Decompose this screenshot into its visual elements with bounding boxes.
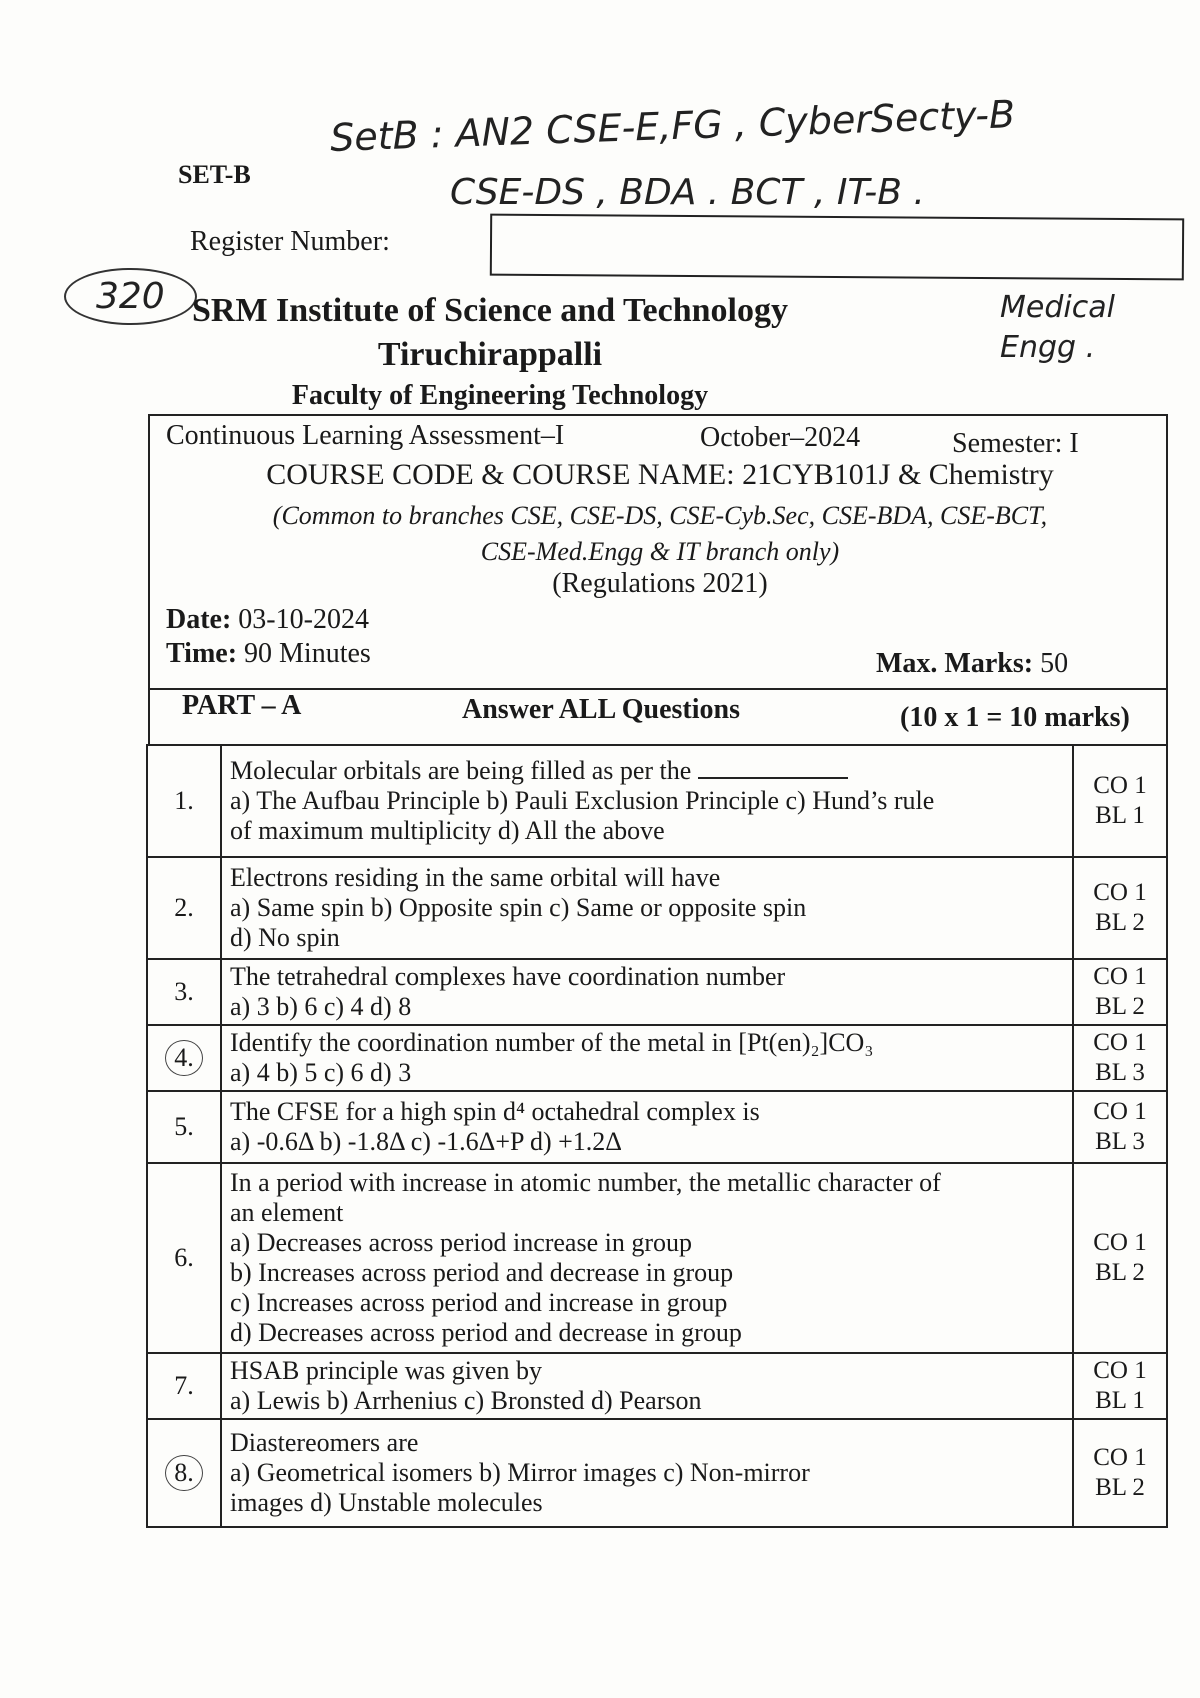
regulations: (Regulations 2021) [552, 568, 768, 599]
co-label: CO 1 [1093, 1357, 1147, 1384]
question-line: a) Geometrical isomers b) Mirror images c) Non-mirror [230, 1458, 810, 1487]
date-label: Date: [166, 604, 232, 635]
question-row-7 [147, 1353, 1167, 1419]
co-label: CO 1 [1093, 1229, 1147, 1256]
bl-label: BL 3 [1095, 1059, 1145, 1086]
part-a-title: PART – A [182, 690, 302, 721]
common-branches [160, 498, 1160, 570]
part-a-instruction: Answer ALL Questions [462, 694, 740, 725]
set-label: SET-B [178, 160, 251, 189]
question-line: an element [230, 1198, 344, 1227]
question-row-8 [147, 1419, 1167, 1527]
date-value: 03-10-2024 [238, 604, 369, 635]
question-line: Identify the coordination number of the metal in [Pt(en)₂]CO₃ [230, 1028, 874, 1057]
question-number [147, 1419, 221, 1527]
co-bl-cell [1073, 1091, 1167, 1163]
question-text [221, 959, 1073, 1025]
co-label: CO 1 [1093, 1098, 1147, 1125]
institute-name: SRM Institute of Science and Technology [192, 292, 788, 329]
answer-blank [698, 757, 848, 779]
question-text [221, 1419, 1073, 1527]
bl-label: BL 3 [1095, 1128, 1145, 1155]
question-line: a) -0.6Δ b) -1.8Δ c) -1.6Δ+P d) +1.2Δ [230, 1127, 623, 1156]
question-line: In a period with increase in atomic number, the metallic character of [230, 1168, 941, 1197]
question-line: a) Same spin b) Opposite spin c) Same or opposite spin [230, 893, 807, 922]
bl-label: BL 2 [1095, 909, 1145, 936]
handwritten-circle-mark: 8. [165, 1455, 203, 1491]
question-number: 2. [147, 857, 221, 959]
question-line: HSAB principle was given by [230, 1356, 542, 1385]
co-bl-cell [1073, 1419, 1167, 1527]
common-branches-line2: CSE-Med.Engg & IT branch only) [480, 537, 840, 566]
co-label: CO 1 [1093, 772, 1147, 799]
question-line: a) The Aufbau Principle b) Pauli Exclusion Principle c) Hund’s rule [230, 786, 935, 815]
handwritten-side-note: Medical Engg . [1000, 290, 1115, 365]
co-bl-cell [1073, 1025, 1167, 1091]
co-label: CO 1 [1093, 1444, 1147, 1471]
question-line: of maximum multiplicity d) All the above [230, 816, 665, 845]
question-row-3 [147, 959, 1167, 1025]
question-number: 7. [147, 1353, 221, 1419]
question-text [221, 1091, 1073, 1163]
question-line: The CFSE for a high spin d⁴ octahedral complex is [230, 1097, 760, 1126]
co-bl-cell [1073, 857, 1167, 959]
co-label: CO 1 [1093, 879, 1147, 906]
campus-name: Tiruchirappalli [377, 336, 603, 373]
handwritten-circle-mark: 4. [165, 1040, 203, 1076]
exam-month: October–2024 [700, 422, 861, 453]
assessment-name: Continuous Learning Assessment–I [166, 420, 565, 451]
max-marks-value: 50 [1040, 648, 1069, 679]
question-line: c) Increases across period and increase in group [230, 1288, 728, 1317]
question-row-5 [147, 1091, 1167, 1163]
bl-label: BL 1 [1095, 802, 1145, 829]
question-row-4 [147, 1025, 1167, 1091]
co-bl-cell [1073, 1163, 1167, 1353]
questions-table [146, 744, 1168, 1528]
question-line: a) 3 b) 6 c) 4 d) 8 [230, 992, 412, 1021]
question-line: a) Lewis b) Arrhenius c) Bronsted d) Pearson [230, 1386, 702, 1415]
co-label: CO 1 [1093, 1029, 1147, 1056]
bl-label: BL 2 [1095, 993, 1145, 1020]
max-marks [876, 648, 1068, 680]
question-line: Molecular orbitals are being filled as per the [230, 756, 692, 785]
question-line: d) Decreases across period and decrease in group [230, 1318, 742, 1347]
question-number: 6. [147, 1163, 221, 1353]
co-bl-cell [1073, 959, 1167, 1025]
handwritten-circled-number: 320 [64, 268, 197, 325]
bl-label: BL 2 [1095, 1259, 1145, 1286]
max-marks-label: Max. Marks: [876, 648, 1034, 679]
question-text [221, 745, 1073, 857]
bl-label: BL 1 [1095, 1387, 1145, 1414]
common-branches-line1: (Common to branches CSE, CSE-DS, CSE-Cyb.Sec, CSE-BDA, CSE-BCT, [272, 501, 1048, 530]
register-number-label: Register Number: [190, 226, 390, 257]
question-line: images d) Unstable molecules [230, 1488, 543, 1517]
bl-label: BL 2 [1095, 1474, 1145, 1501]
question-number [147, 1025, 221, 1091]
question-row-1 [147, 745, 1167, 857]
register-number-box[interactable] [490, 214, 1184, 281]
question-line: b) Increases across period and decrease in group [230, 1258, 734, 1287]
question-line: Diastereomers are [230, 1428, 419, 1457]
exam-date [166, 604, 369, 636]
handwritten-note-line2: CSE-DS , BDA . BCT , IT-B . [450, 172, 925, 213]
exam-time [166, 638, 371, 670]
part-a-marks: (10 x 1 = 10 marks) [900, 702, 1130, 733]
question-line: Electrons residing in the same orbital will have [230, 863, 721, 892]
time-value: 90 Minutes [244, 638, 371, 669]
co-bl-cell [1073, 1353, 1167, 1419]
co-bl-cell [1073, 745, 1167, 857]
question-text [221, 857, 1073, 959]
course-title: COURSE CODE & COURSE NAME: 21CYB101J & Chemistry [266, 458, 1054, 491]
question-line: The tetrahedral complexes have coordination number [230, 962, 786, 991]
time-label: Time: [166, 638, 238, 669]
co-label: CO 1 [1093, 963, 1147, 990]
question-line: d) No spin [230, 923, 340, 952]
question-text [221, 1353, 1073, 1419]
question-text [221, 1163, 1073, 1353]
question-row-6 [147, 1163, 1167, 1353]
handwritten-note-line1: SetB : AN2 CSE-E,FG , CyberSecty-B [329, 92, 1016, 160]
question-number: 1. [147, 745, 221, 857]
semester: Semester: I [952, 428, 1079, 459]
question-row-2 [147, 857, 1167, 959]
question-number: 3. [147, 959, 221, 1025]
question-line: a) 4 b) 5 c) 6 d) 3 [230, 1058, 412, 1087]
question-line: a) Decreases across period increase in group [230, 1228, 693, 1257]
faculty-name: Faculty of Engineering Technology [291, 380, 709, 411]
question-text [221, 1025, 1073, 1091]
question-number: 5. [147, 1091, 221, 1163]
